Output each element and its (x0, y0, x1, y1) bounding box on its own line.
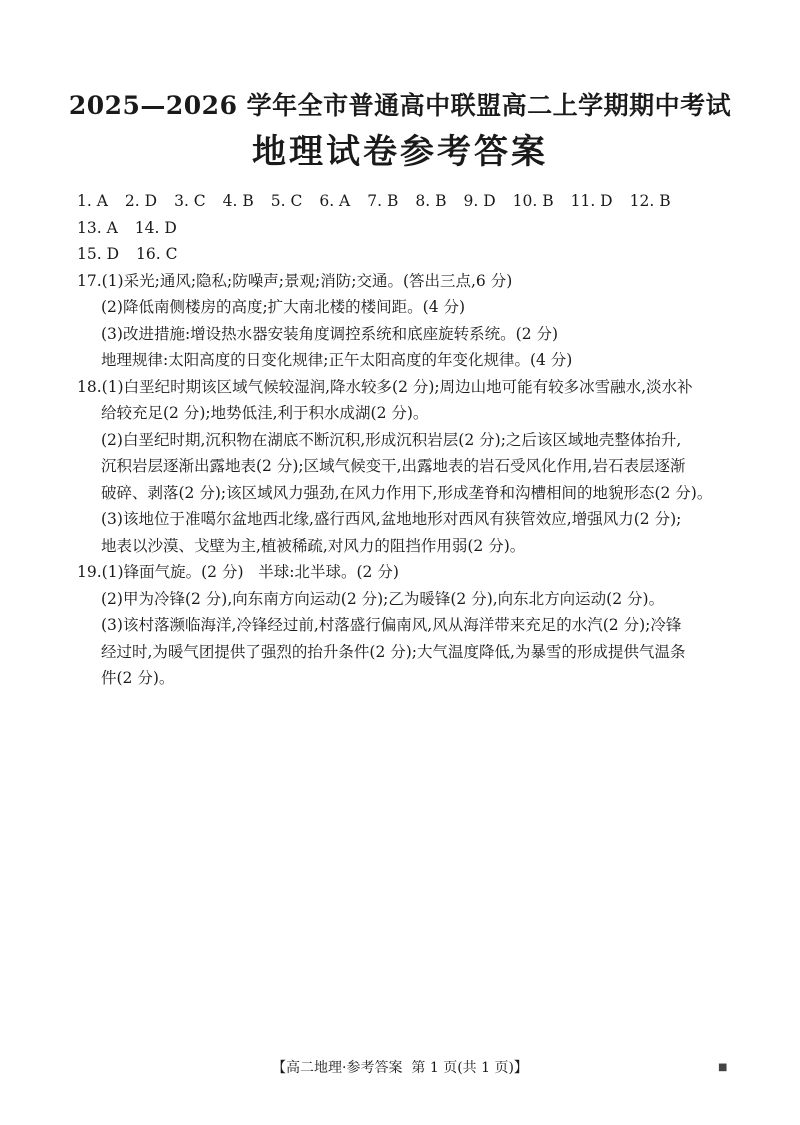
mc-answer: 4. B (222, 192, 254, 210)
q18-part1-line1: 18.(1)白垩纪时期该区域气候较湿润,降水较多(2 分);周边山地可能有较多冰雪融水,淡水补 (77, 377, 693, 396)
q19-part3-line1: (3)该村落濒临海洋,冷锋经过前,村落盛行偏南风,风从海洋带来充足的水汽(2 分);冷锋 (101, 616, 682, 634)
mc-answer: 12. B (629, 192, 671, 210)
mc-answer: 6. A (319, 192, 351, 210)
mc-answer: 5. C (270, 192, 303, 210)
mc-answers-row-2 (77, 241, 727, 268)
exam-title: 2025—2026 学年全市普通高中联盟高二上学期期中考试 (68, 91, 732, 120)
mc-answer: 1. A (77, 192, 108, 210)
mc-answer: 14. D (134, 218, 177, 237)
mc-answer: 10. B (512, 192, 554, 210)
q17-part1: 17.(1)采光;通风;隐私;防噪声;景观;消防;交通。(答出三点,6 分) (77, 271, 513, 290)
q17-part2: (2)降低南侧楼房的高度;扩大南北楼的楼间距。(4 分) (101, 298, 466, 316)
mc-answer: 15. D (77, 245, 120, 263)
q18-part2-line3: 破碎、剥落(2 分);该区域风力强劲,在风力作用下,形成垄脊和沟槽相间的地貌形态(2 分)。 (101, 483, 713, 502)
mc-answer: 11. D (570, 192, 613, 210)
q18-part2-line1: (2)白垩纪时期,沉积物在湖底不断沉积,形成沉积岩层(2 分);之后该区域地壳整体抬升, (101, 430, 682, 449)
mc-answers-row-1 (77, 188, 727, 241)
mc-answer: 7. B (367, 192, 399, 210)
q18-part3-line2: 地表以沙漠、戈壁为主,植被稀疏,对风力的阻挡作用弱(2 分)。 (101, 536, 526, 555)
q17-part3: (3)改进措施:增设热水器安装角度调控系统和底座旋转系统。(2 分) (101, 324, 559, 343)
q19-part3-line3: 件(2 分)。 (101, 669, 175, 687)
q19-part2: (2)甲为冷锋(2 分),向东南方向运动(2 分);乙为暖锋(2 分),向东北方向运动(2 分)。 (101, 589, 665, 608)
mc-answer: 3. C (174, 192, 206, 210)
page-footer: 【高二地理·参考答案 第 1 页(共 1 页)】 (272, 1060, 528, 1076)
q18-part3-line1: (3)该地位于准噶尔盆地西北缘,盛行西风,盆地地形对西风有狭管效应,增强风力(2 分); (101, 510, 682, 528)
mc-answer: 2. D (124, 192, 158, 210)
mc-answer: 8. B (415, 192, 447, 210)
answer-key-title: 地理试卷参考答案 (252, 132, 548, 172)
mc-answer: 9. D (463, 192, 496, 210)
q19-part3-line2: 经过时,为暖气团提供了强烈的抬升条件(2 分);大气温度降低,为暴雪的形成提供气温条 (101, 642, 686, 661)
q19-part1: 19.(1)锋面气旋。(2 分) 半球:北半球。(2 分) (77, 563, 399, 581)
q17-part3-rule: 地理规律:太阳高度的日变化规律;正午太阳高度的年变化规律。(4 分) (101, 351, 573, 369)
corner-mark: ■ (718, 1062, 728, 1073)
q18-part2-line2: 沉积岩层逐渐出露地表(2 分);区域气候变干,出露地表的岩石受风化作用,岩石表层逐渐 (101, 457, 686, 475)
mc-answer: 13. A (77, 218, 118, 237)
answer-content (77, 188, 727, 692)
q18-part1-line2: 给较充足(2 分);地势低洼,利于积水成湖(2 分)。 (101, 404, 429, 422)
mc-answer: 16. C (136, 245, 178, 263)
